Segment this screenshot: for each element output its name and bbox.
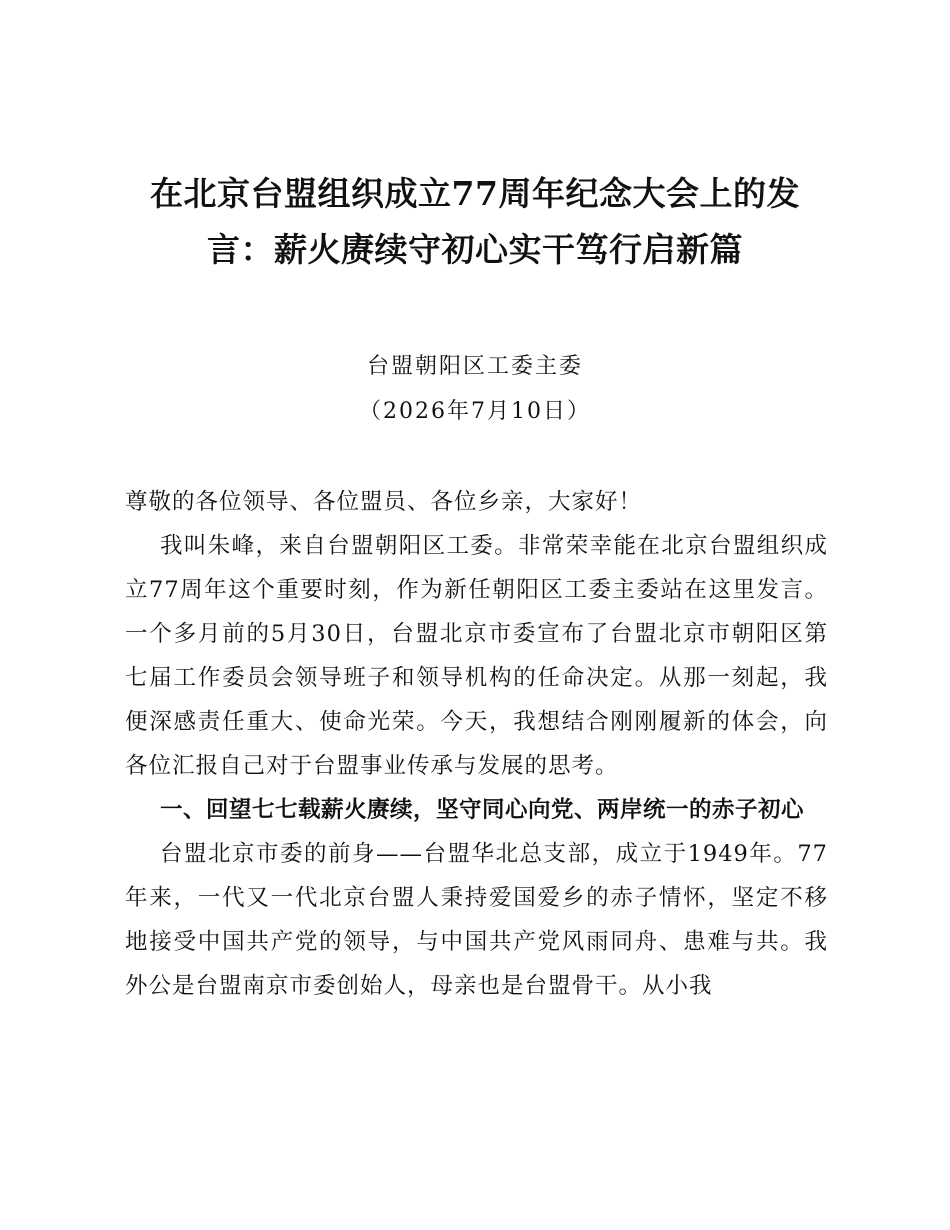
document-body [125,480,828,1008]
section-heading: 一、回望七七载薪火赓续，坚守同心向党、两岸统一的赤子初心 [160,797,805,823]
date-line: （2026年7月10日） [359,399,591,424]
body-paragraph: 我叫朱峰，来自台盟朝阳区工委。非常荣幸能在北京台盟组织成立77周年这个重要时刻，作为新任朝阳区工委主委站在这里发言。一个多月前的5月30日，台盟北京市委宣布了台盟北京市朝阳区第七届工作委员会领导班子和领导机构的任命决定。从那一刻起，我便深感责任重大、使命光荣。今天，我想结合刚刚履新的体会，向各位汇报自己对于台盟事业传承与发展的思考。 [125,533,828,779]
document-title: 在北京台盟组织成立77周年纪念大会上的发言：薪火赓续守初心实干笃行启新篇 [150,174,800,269]
author-line: 台盟朝阳区工委主委 [366,354,583,379]
salutation-paragraph: 尊敬的各位领导、各位盟员、各位乡亲，大家好！ [125,489,643,515]
body-paragraph: 台盟北京市委的前身——台盟华北总支部，成立于1949年。77年来，一代又一代北京台盟人秉持爱国爱乡的赤子情怀，坚定不移地接受中国共产党的领导，与中国共产党风雨同舟、患难与共。我外公是台盟南京市委创始人，母亲也是台盟骨干。从小我 [125,841,828,999]
